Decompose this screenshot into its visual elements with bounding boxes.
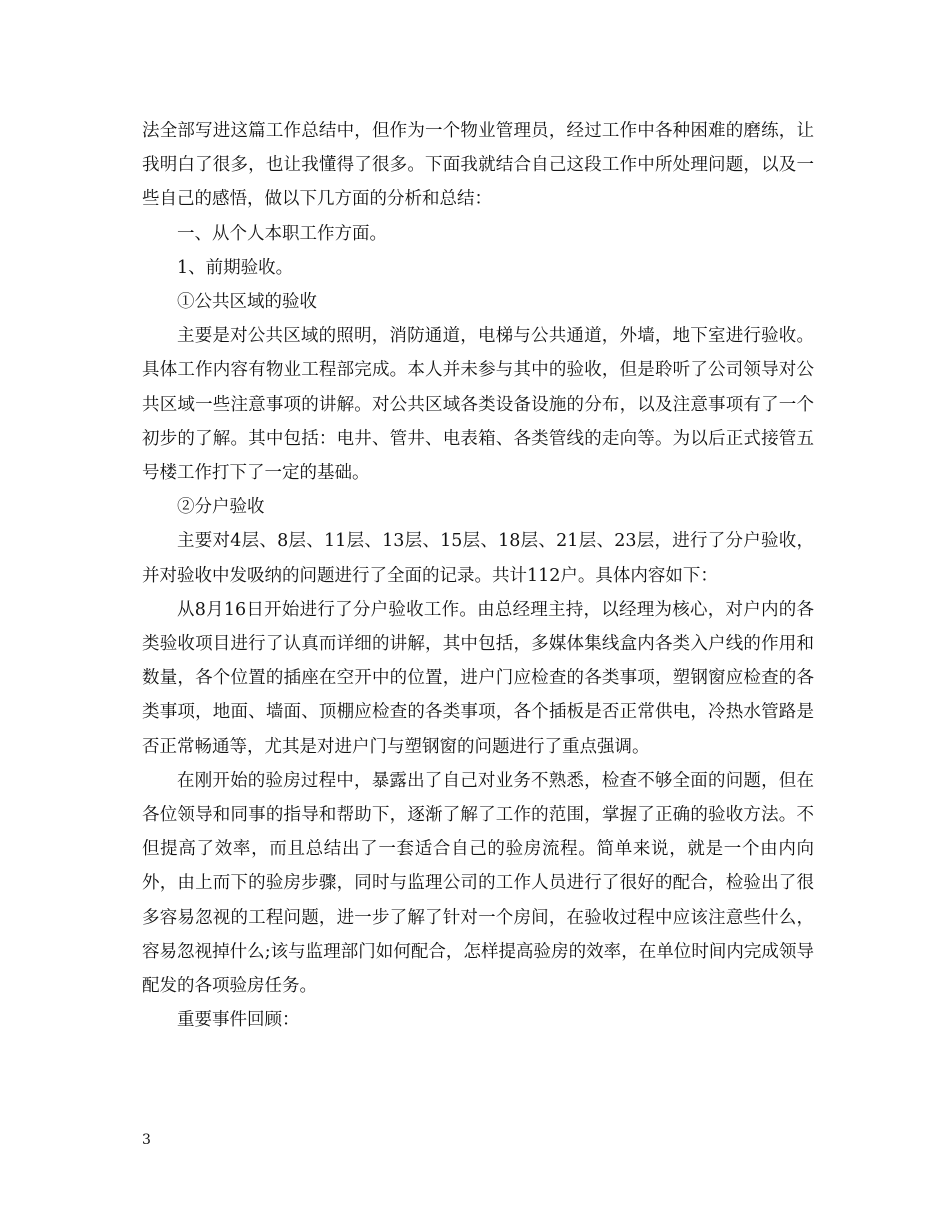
subheading-public-area: ①公共区域的验收 — [177, 292, 317, 313]
subheading-key-events: 重要事件回顾： — [177, 1010, 300, 1031]
subheading-unit-acceptance: ②分户验收 — [177, 497, 265, 518]
paragraph-reflection: 在刚开始的验房过程中，暴露出了自己对业务不熟悉，检查不够全面的问题，但在各位领导和同事的指导和帮助下，逐渐了解了工作的范围，掌握了正确的验收方法。不但提高了效率，而且总结出了一套适合自己的验房流程。简单来说，就是一个由内向外，由上而下的验房步骤，同时与监理公司的工作人员进行了很好的配合，检验出了很多容易忽视的工程问题，进一步了解了针对一个房间，在验收过程中应该注意些什么，容易忽视掉什么;该与监理部门如何配合，怎样提高验房的效率，在单位时间内完成领导配发的各项验房任务。 — [142, 770, 814, 997]
paragraph-public-area: 主要是对公共区域的照明，消防通道，电梯与公共通道，外墙，地下室进行验收。具体工作内容有物业工程部完成。本人并未参与其中的验收，但是聆听了公司领导对公共区域一些注意事项的讲解。对公共区域各类设备设施的分布，以及注意事项有了一个初步的了解。其中包括：电井、管井、电表箱、各类管线的走向等。为以后正式接管五号楼工作打下了一定的基础。 — [142, 326, 814, 484]
page-number: 3 — [142, 1132, 151, 1148]
paragraph-unit-floors: 主要对4层、8层、11层、13层、15层、18层、21层、23层，进行了分户验收，并对验收中发吸纳的问题进行了全面的记录。共计112户。具体内容如下： — [142, 531, 814, 586]
section-heading-personal-work: 一、从个人本职工作方面。 — [177, 223, 387, 244]
paragraph-unit-process: 从8月16日开始进行了分户验收工作。由总经理主持，以经理为核心，对户内的各类验收项目进行了认真而详细的讲解，其中包括，多媒体集线盒内各类入户线的作用和数量，各个位置的插座在空开中的位置，进户门应检查的各类事项，塑钢窗应检查的各类事项，地面、墙面、顶棚应检查的各类事项，各个插板是否正常供电，冷热水管路是否正常畅通等，尤其是对进户门与塑钢窗的问题进行了重点强调。 — [142, 599, 814, 757]
document-body — [142, 114, 814, 1037]
paragraph-intro: 法全部写进这篇工作总结中，但作为一个物业管理员，经过工作中各种困难的磨练，让我明白了很多，也让我懂得了很多。下面我就结合自己这段工作中所处理问题，以及一些自己的感悟，做以下几方面的分析和总结： — [142, 121, 814, 210]
subheading-preliminary-acceptance: 1、前期验收。 — [177, 257, 294, 278]
